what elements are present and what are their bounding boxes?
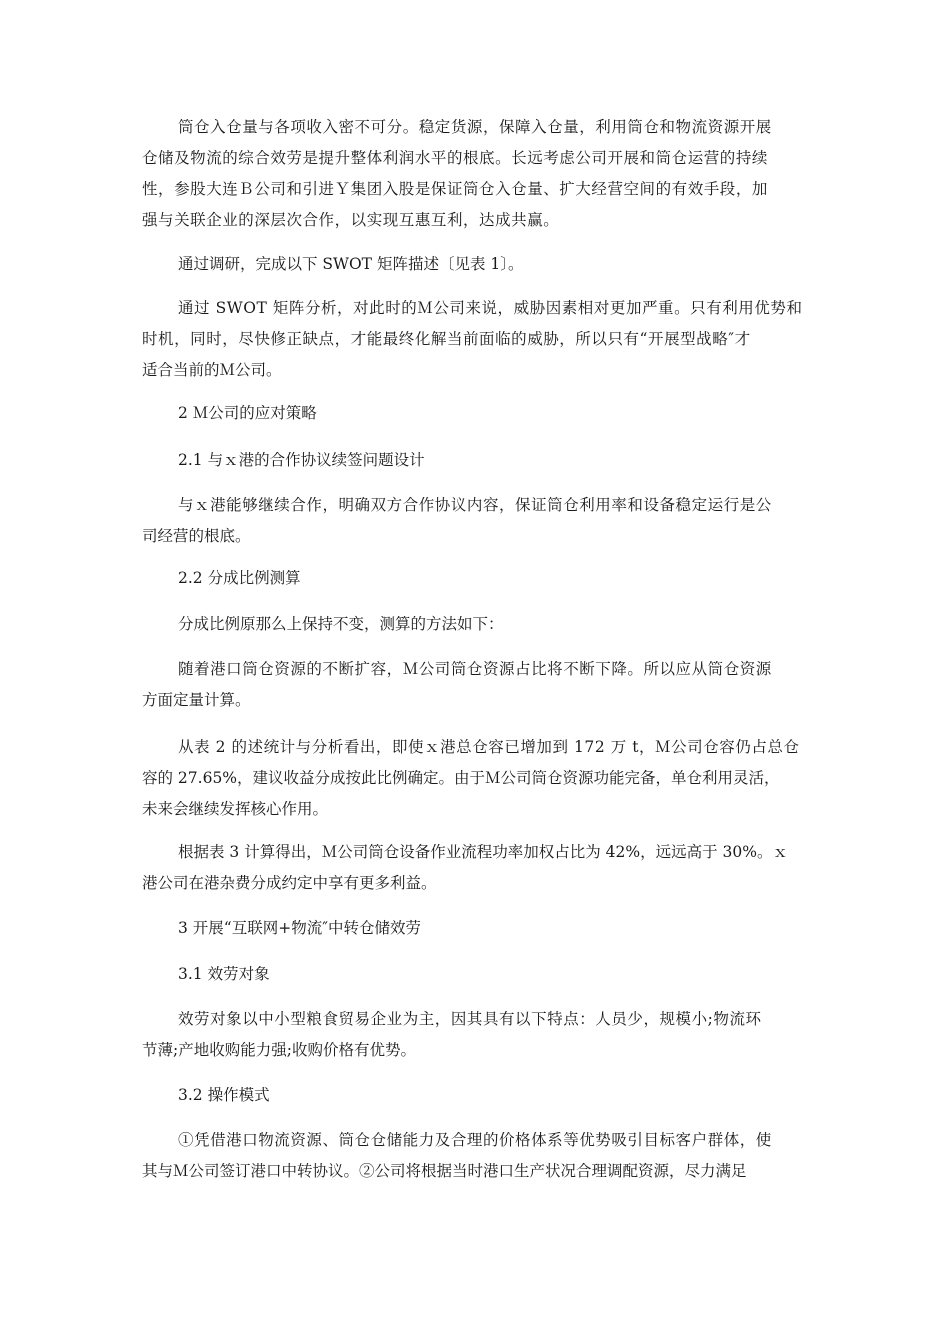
paragraph-table2-analysis <box>142 732 800 825</box>
text-line: 分成比例原那么上保持不变，测算的方法如下： <box>178 615 504 633</box>
text-line: 2.2 分成比例测算 <box>178 569 301 587</box>
text-line: 性，参股大连Ｂ公司和引进Ｙ集团入股是保证筒仓入仓量、扩大经营空间的有效手段，加 <box>142 180 768 198</box>
text-line: 2.1 与ｘ港的合作协议续签问题设计 <box>178 451 425 469</box>
section-heading-3 <box>178 913 798 944</box>
text-line: 随着港口筒仓资源的不断扩容，Ｍ公司筒仓资源占比将不断下降。所以应从筒仓资源 <box>178 660 772 678</box>
subsection-heading-2-2 <box>178 563 798 594</box>
text-line: 从表 2 的述统计与分析看出，即使ｘ港总仓容已增加到 172 万 t，Ｍ公司仓容仍占总仓 <box>178 738 800 756</box>
text-line: 强与关联企业的深层次合作，以实现互惠互利，达成共赢。 <box>142 211 560 229</box>
text-line: 与ｘ港能够继续合作，明确双方合作协议内容，保证筒仓利用率和设备稳定运行是公 <box>178 496 772 514</box>
text-line: 时机，同时，尽快修正缺点，才能最终化解当前面临的威胁，所以只有“开展型战略″才 <box>142 330 751 348</box>
text-line: 3.2 操作模式 <box>178 1086 270 1104</box>
paragraph-port-expansion <box>142 654 798 716</box>
text-line: 未来会继续发挥核心作用。 <box>142 800 329 818</box>
text-line: 根据表 3 计算得出，Ｍ公司筒仓设备作业流程功率加权占比为 42%，远远高于 30%。ｘ <box>178 843 788 861</box>
paragraph-swot-analysis <box>142 293 803 386</box>
text-line: 通过 SWOT 矩阵分析，对此时的Ｍ公司来说，威胁因素相对更加严重。只有利用优势和 <box>178 299 803 317</box>
text-line: 通过调研，完成以下 SWOT 矩阵描述〔见表 1〕。 <box>178 255 524 273</box>
paragraph-intro <box>142 112 798 236</box>
text-line: 容的 27.65%，建议收益分成按此比例确定。由于Ｍ公司筒仓资源功能完备，单仓利用灵活， <box>142 769 780 787</box>
text-line: 3 开展“互联网+物流″中转仓储效劳 <box>178 919 421 937</box>
paragraph-swot-intro <box>178 249 798 280</box>
subsection-heading-3-1 <box>178 959 798 990</box>
text-line: 适合当前的Ｍ公司。 <box>142 361 282 379</box>
text-line: 其与Ｍ公司签订港口中转协议。②公司将根据当时港口生产状况合理调配资源，尽力满足 <box>142 1162 747 1180</box>
text-line: 效劳对象以中小型粮食贸易企业为主，因其具有以下特点：人员少，规模小;物流环 <box>178 1010 762 1028</box>
paragraph-table3-analysis <box>142 837 798 899</box>
text-line: 节薄;产地收购能力强;收购价格有优势。 <box>142 1041 416 1059</box>
paragraph-ratio-method <box>178 609 798 640</box>
text-line: 仓储及物流的综合效劳是提升整体利润水平的根底。长远考虑公司开展和筒仓运营的持续 <box>142 149 768 167</box>
text-line: 方面定量计算。 <box>142 691 251 709</box>
text-line: 2 Ｍ公司的应对策略 <box>178 404 317 422</box>
text-line: 港公司在港杂费分成约定中享有更多利益。 <box>142 874 437 892</box>
section-heading-2 <box>178 398 798 429</box>
text-line: ①凭借港口物流资源、筒仓仓储能力及合理的价格体系等优势吸引目标客户群体，使 <box>178 1131 772 1149</box>
text-line: 司经营的根底。 <box>142 527 251 545</box>
paragraph-cooperation <box>142 490 798 552</box>
text-line: 3.1 效劳对象 <box>178 965 270 983</box>
paragraph-operation-mode <box>142 1125 798 1187</box>
paragraph-service-target <box>142 1004 798 1066</box>
subsection-heading-3-2 <box>178 1080 798 1111</box>
subsection-heading-2-1 <box>178 445 798 476</box>
text-line: 筒仓入仓量与各项收入密不可分。稳定货源，保障入仓量，利用筒仓和物流资源开展 <box>178 118 772 136</box>
